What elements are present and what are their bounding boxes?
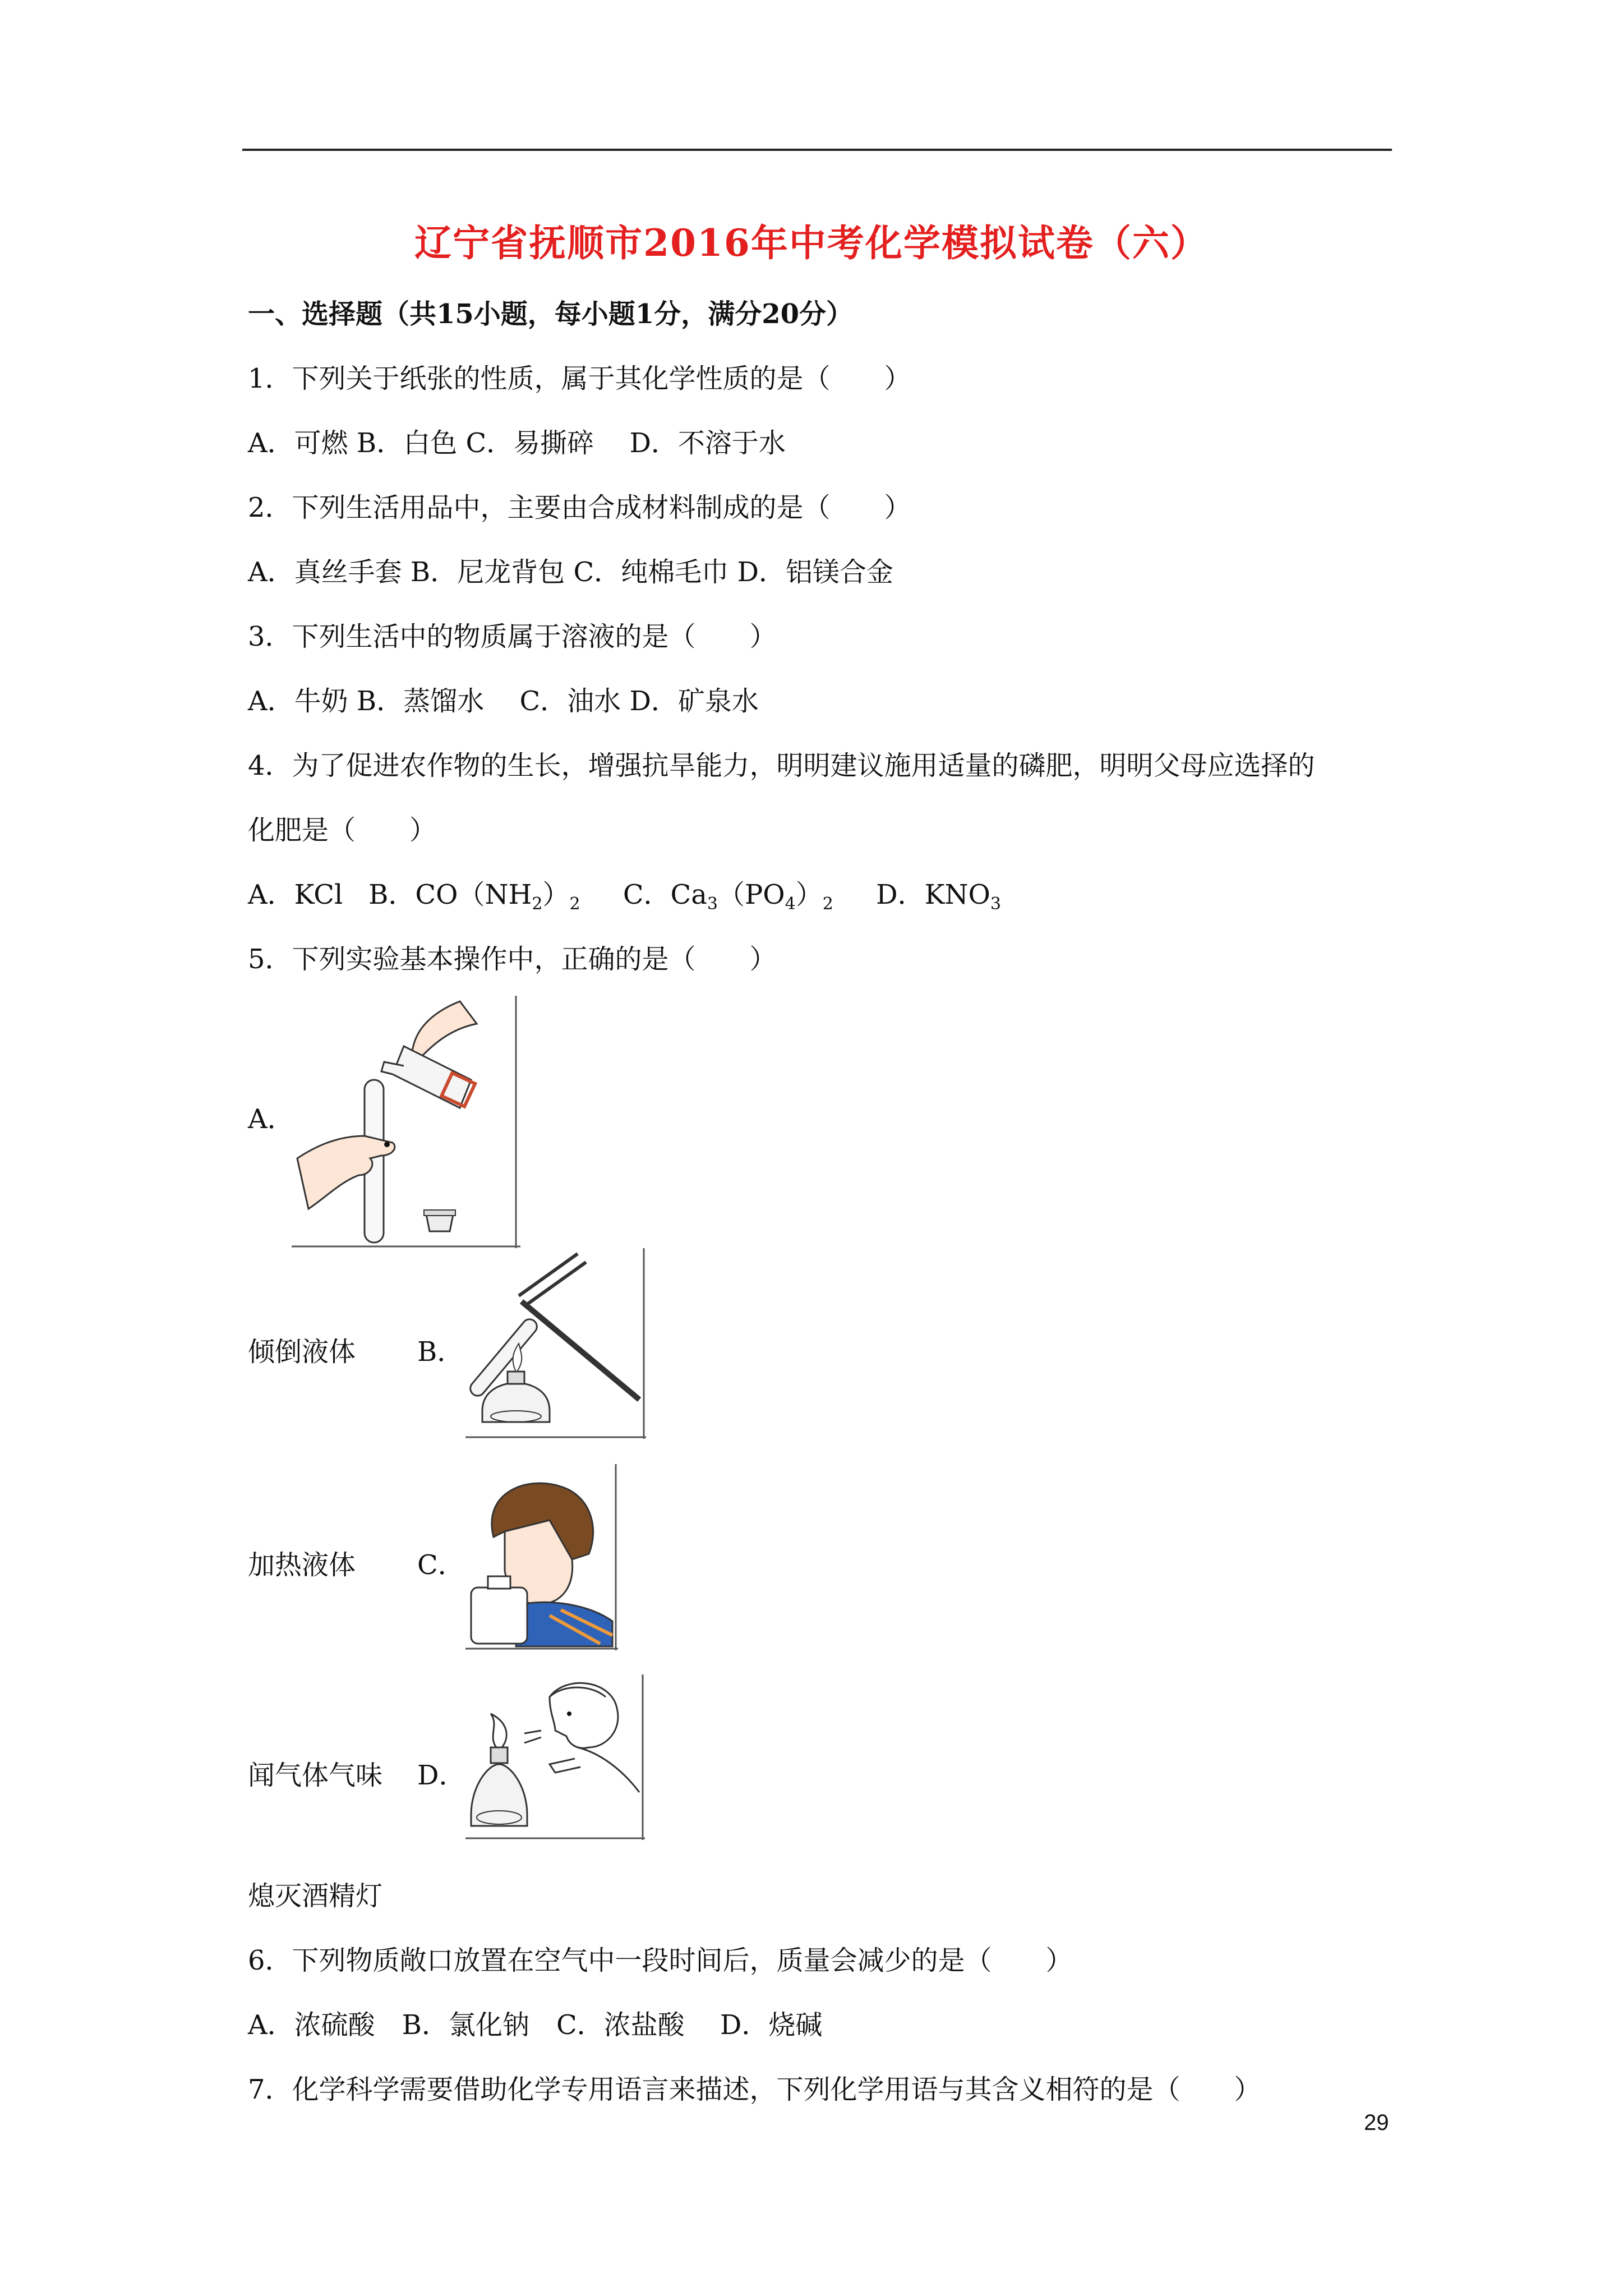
q2-options: A．真丝手套 B．尼龙背包 C．纯棉毛巾 D．铝镁合金 bbox=[248, 556, 893, 588]
q4-option-d: D．$KNO_3$ bbox=[876, 879, 1001, 914]
q1-stem: 1．下列关于纸张的性质，属于其化学性质的是（ ） bbox=[248, 363, 911, 394]
q4-option-c: C．$Ca_3(PO_4)_2$ bbox=[623, 879, 833, 914]
extinguish-lamp-figure bbox=[465, 1674, 645, 1840]
q5-caption-a: 倾倒液体 bbox=[248, 1336, 356, 1368]
q1-options: A．可燃 B．白色 C．易撕碎 D．不溶于水 bbox=[248, 427, 786, 459]
q7-stem: 7．化学科学需要借助化学专用语言来描述，下列化学用语与其含义相符的是（ ） bbox=[248, 2074, 1261, 2105]
q6-stem: 6．下列物质敞口放置在空气中一段时间后，质量会减少的是（ ） bbox=[248, 1945, 1073, 1976]
q5-stem: 5．下列实验基本操作中，正确的是（ ） bbox=[248, 944, 777, 975]
q3-options: A．牛奶 B．蒸馏水 C．油水 D．矿泉水 bbox=[248, 685, 759, 717]
q4-stem-line1: 4．为了促进农作物的生长，增强抗旱能力，明明建议施用适量的磷肥，明明父母应选择的 bbox=[248, 750, 1315, 781]
q5-caption-d: 熄灭酒精灯 bbox=[248, 1880, 383, 1912]
q5-label-b: B． bbox=[417, 1336, 464, 1368]
q4-stem-line2: 化肥是（ ） bbox=[248, 815, 437, 846]
section-heading: 一、选择题（共15小题，每小题1分，满分20分） bbox=[248, 298, 853, 330]
q5-label-d: D． bbox=[417, 1760, 466, 1791]
pouring-liquid-figure bbox=[292, 996, 520, 1248]
q2-stem: 2．下列生活用品中，主要由合成材料制成的是（ ） bbox=[248, 492, 911, 523]
heating-liquid-figure bbox=[465, 1248, 646, 1439]
q5-label-a: A． bbox=[248, 1103, 294, 1135]
header-rule bbox=[242, 149, 1392, 151]
q4-option-b: B．$CO(NH_2)_2$ bbox=[368, 879, 580, 914]
q5-label-c: C． bbox=[417, 1549, 465, 1581]
q4-option-a: A．KCl bbox=[248, 879, 343, 910]
q4-options bbox=[248, 878, 1001, 921]
q5-caption-c: 闻气体气味 bbox=[248, 1760, 383, 1791]
page-title: 辽宁省抚顺市2016年中考化学模拟试卷（六） bbox=[414, 221, 1209, 265]
q6-options: A．浓硫酸 B．氯化钠 C．浓盐酸 D．烧碱 bbox=[248, 2009, 823, 2041]
q5-caption-b: 加热液体 bbox=[248, 1549, 356, 1581]
page-number: 29 bbox=[1364, 2110, 1389, 2135]
q3-stem: 3．下列生活中的物质属于溶液的是（ ） bbox=[248, 621, 777, 652]
smelling-gas-figure bbox=[465, 1464, 618, 1650]
